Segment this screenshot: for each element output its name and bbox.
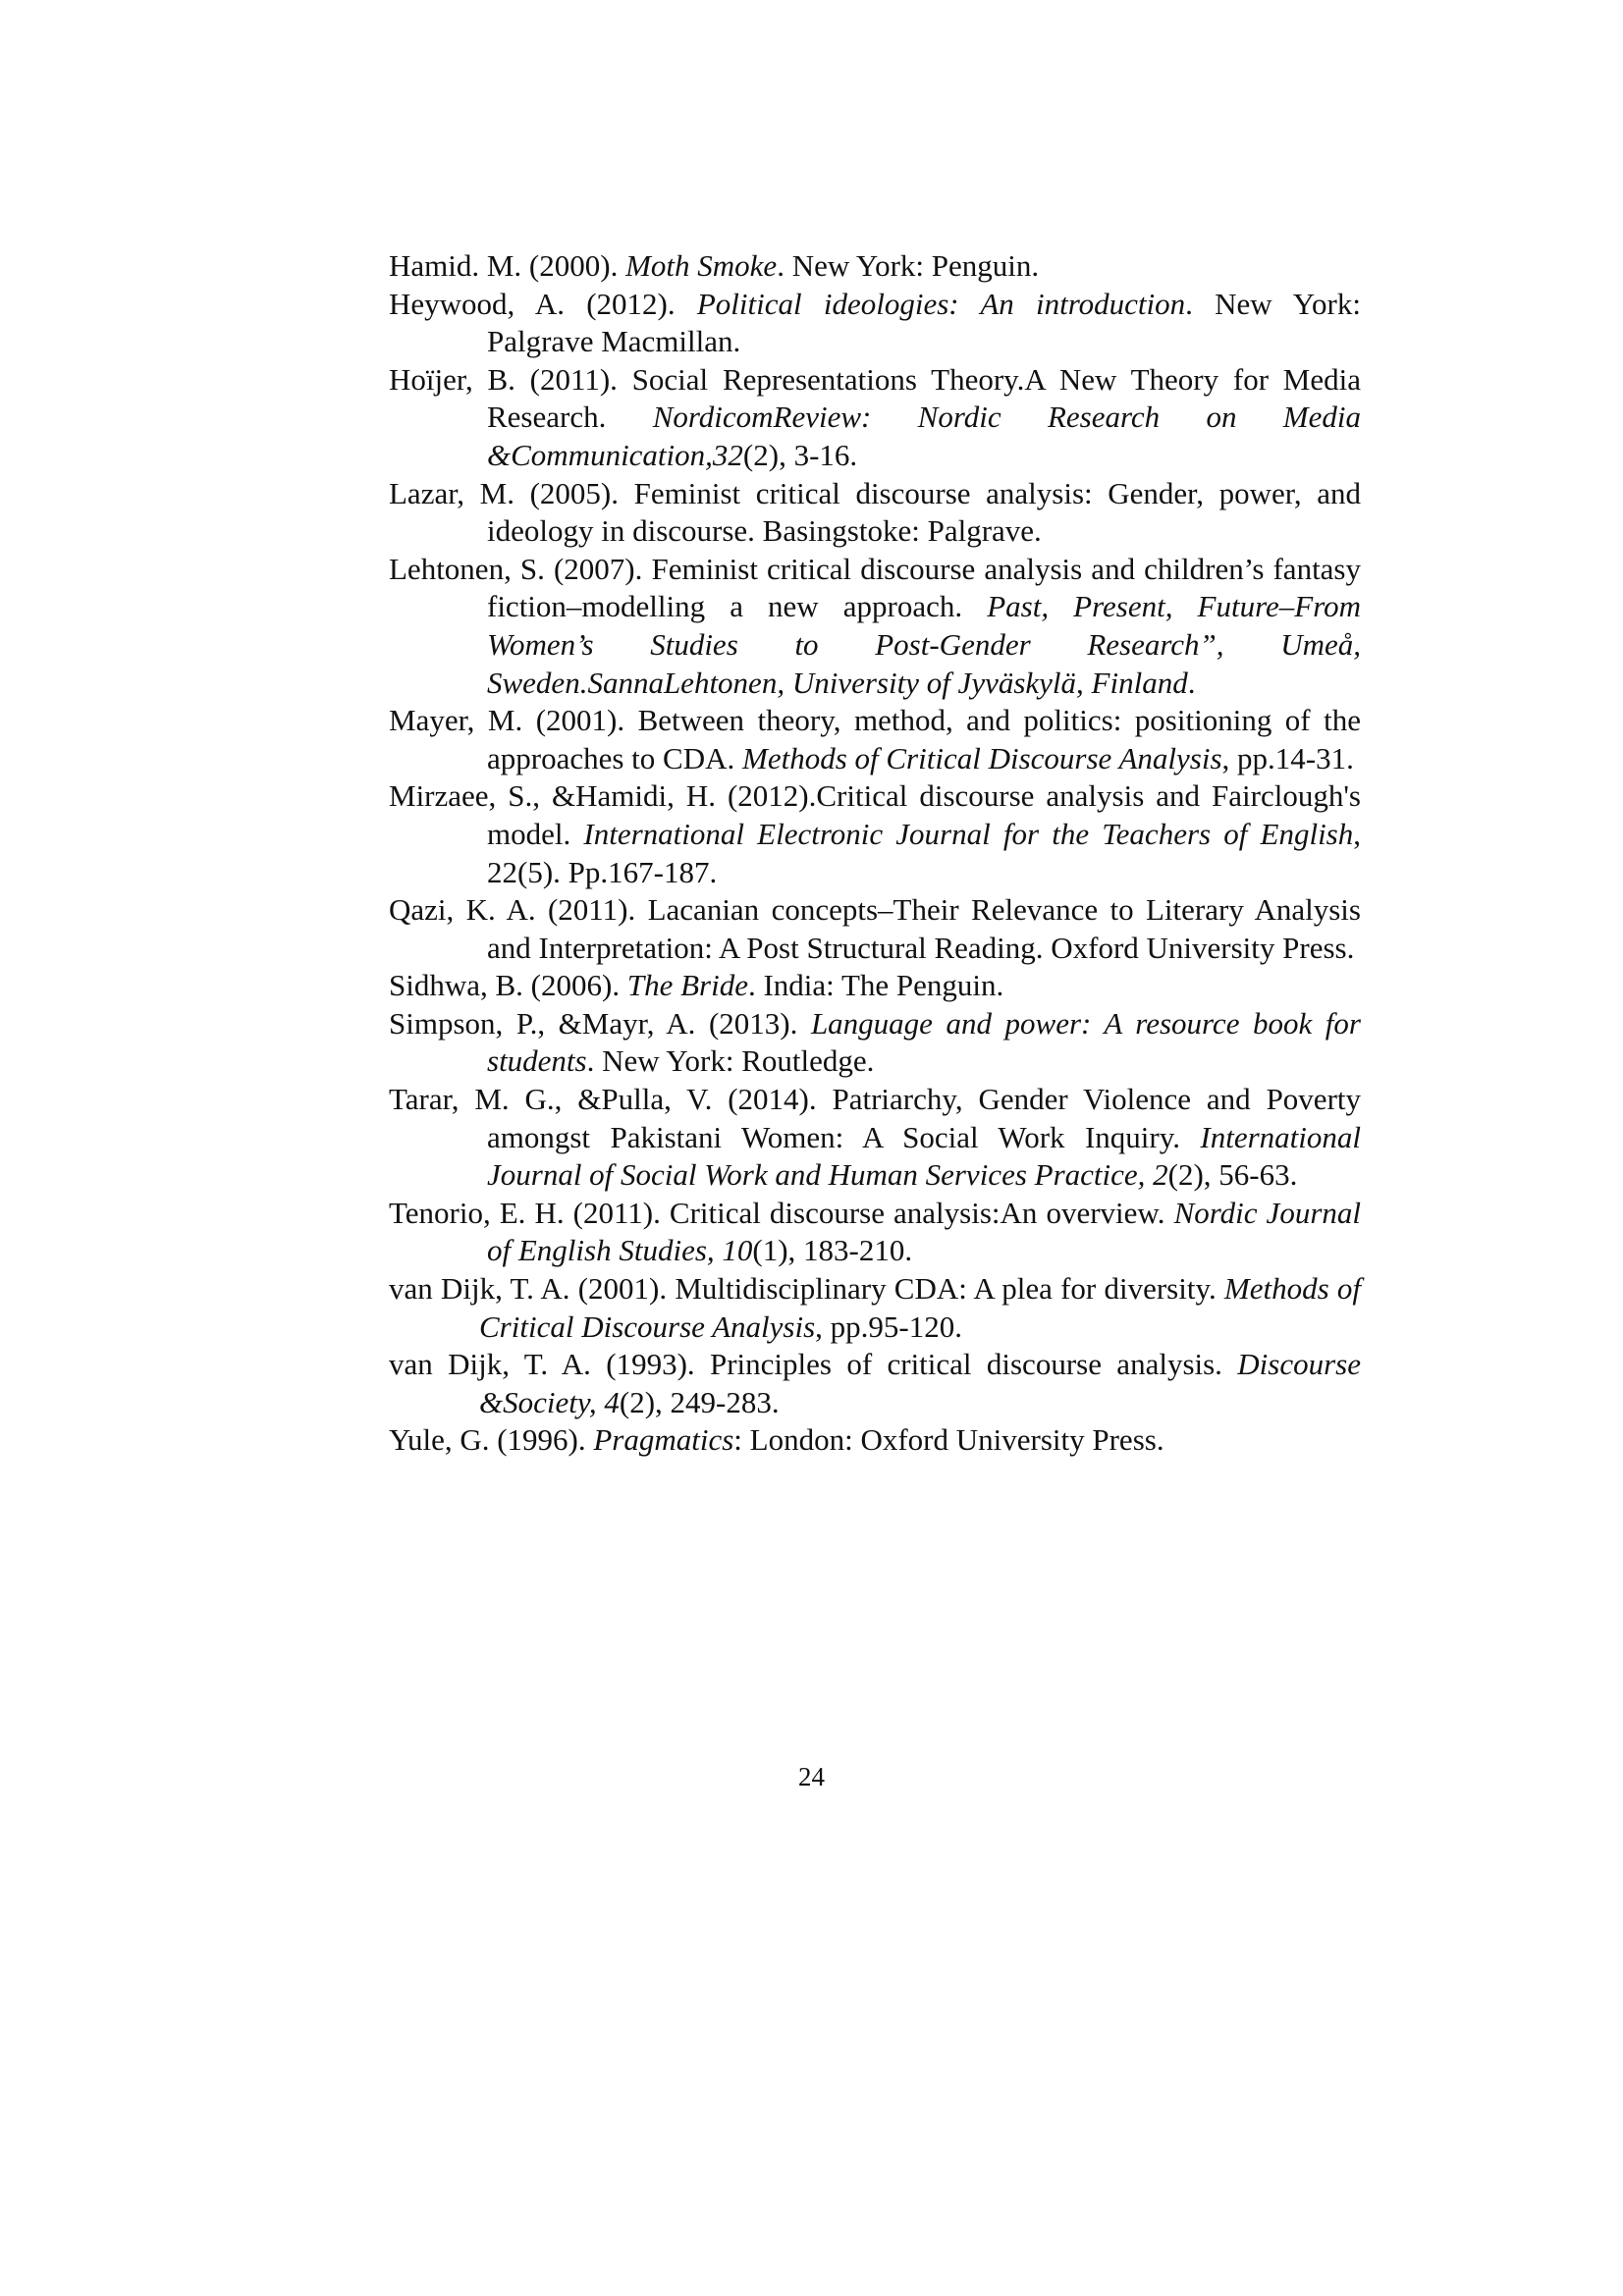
reference-entry: Mirzaee, S., &Hamidi, H. (2012).Critical discourse analysis and Fairclough's model. International Electronic Journal for the Teachers of English, 22(5). Pp.167-187. — [389, 778, 1361, 889]
reference-entry: Yule, G. (1996). Pragmatics: London: Oxford University Press. — [389, 1422, 1164, 1458]
reference-entry: Simpson, P., &Mayr, A. (2013). Language and power: A resource book for students. New York: Routledge. — [389, 1005, 1361, 1079]
reference-entry: Heywood, A. (2012). Political ideologies: An introduction. New York: Palgrave Macmillan. — [389, 286, 1361, 359]
page-number: 24 — [798, 1762, 825, 1791]
reference-entry: Tenorio, E. H. (2011). Critical discourse analysis:An overview. Nordic Journal of English Studies, 10(1), 183-210. — [389, 1195, 1361, 1268]
reference-entry: van Dijk, T. A. (1993). Principles of critical discourse analysis. Discourse &Society, 4(2), 249-283. — [389, 1347, 1361, 1419]
reference-entry: Qazi, K. A. (2011). Lacanian concepts–Their Relevance to Literary Analysis and Interpretation: A Post Structural Reading. Oxford University Press. — [389, 892, 1361, 965]
reference-entry: Tarar, M. G., &Pulla, V. (2014). Patriarchy, Gender Violence and Poverty amongst Pakistani Women: A Social Work Inquiry. International Journal of Social Work and Human Services Practice, 2(2), 56-63. — [389, 1082, 1361, 1193]
reference-list — [389, 247, 1361, 1460]
reference-entry: Hamid. M. (2000). Moth Smoke. New York: Penguin. — [389, 248, 1040, 283]
reference-entry: Mayer, M. (2001). Between theory, method, and politics: positioning of the approaches to CDA. Methods of Critical Discourse Analysis, pp.14-31. — [389, 703, 1361, 775]
reference-entry: van Dijk, T. A. (2001). Multidisciplinary CDA: A plea for diversity. Methods of Critical Discourse Analysis, pp.95-120. — [389, 1271, 1362, 1344]
reference-entry: Lazar, M. (2005). Feminist critical discourse analysis: Gender, power, and ideology in discourse. Basingstoke: Palgrave. — [389, 475, 1361, 549]
reference-entry: Lehtonen, S. (2007). Feminist critical discourse analysis and children’s fantasy fiction–modelling a new approach. Past, Present, Future–From Women’s Studies to Post-Gender Research”, Umeå, Sweden.SannaLehtonen, University of Jyväskylä, Finland. — [389, 551, 1361, 700]
reference-entry: Hoïjer, B. (2011). Social Representations Theory.A New Theory for Media Research. NordicomReview: Nordic Research on Media &Communication,32(2), 3-16. — [389, 361, 1362, 472]
reference-entry: Sidhwa, B. (2006). The Bride. India: The Penguin. — [389, 968, 1004, 1003]
